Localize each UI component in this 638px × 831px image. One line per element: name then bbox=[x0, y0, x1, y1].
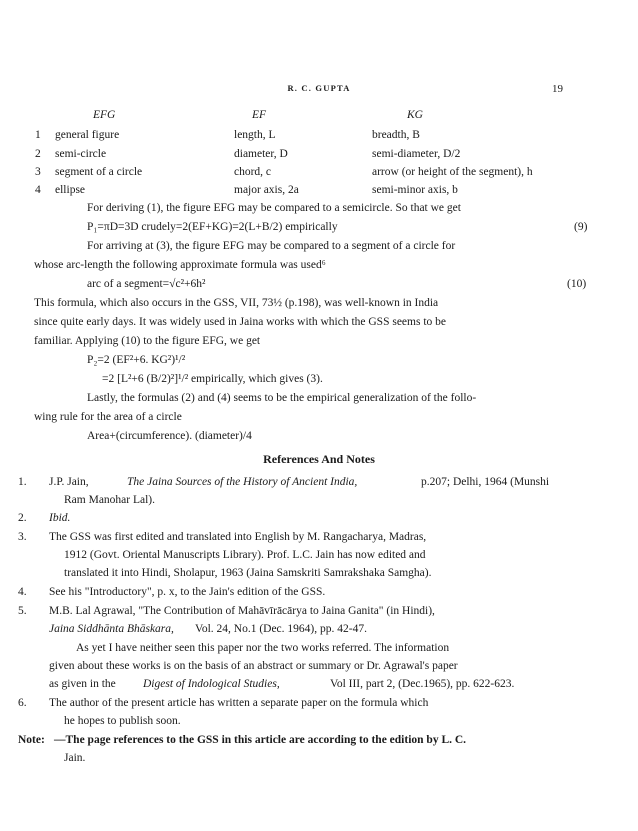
ref-1-details: p.207; Delhi, 1964 (Munshi bbox=[421, 476, 550, 488]
ref-4-text: See his "Introductory", p. x, to the Jain's edition of the GSS. bbox=[49, 586, 326, 598]
ref-3-line-3: translated it into Hindi, Sholapur, 1963 (Jaina Samskriti Samrakshaka Samgha). bbox=[64, 567, 432, 579]
ref-number: 1. bbox=[18, 476, 27, 488]
ref-number: 3. bbox=[18, 531, 27, 543]
ref-number: 5. bbox=[18, 605, 27, 617]
equation-10: arc of a segment=√c²+6h² bbox=[87, 278, 206, 290]
ref-2-text: Ibid. bbox=[49, 512, 71, 524]
row-efg: ellipse bbox=[55, 184, 86, 196]
ref-3-line-1: The GSS was first edited and translated into English by M. Rangacharya, Madras, bbox=[49, 531, 427, 543]
ref-number: 4. bbox=[18, 586, 27, 598]
row-number: 3 bbox=[35, 166, 41, 178]
body-paragraph-4-cont: wing rule for the area of a circle bbox=[34, 411, 182, 423]
note-text: —The page references to the GSS in this article are according to the edition by L. C. bbox=[54, 734, 467, 746]
ref-5-note-3c: Vol III, part 2, (Dec.1965), pp. 622-623. bbox=[330, 678, 515, 690]
body-paragraph-2: For arriving at (3), the figure EFG may be compared to a segment of a circle for bbox=[87, 240, 456, 252]
row-ef: chord, c bbox=[234, 166, 272, 178]
column-header-efg: EFG bbox=[93, 109, 116, 121]
body-paragraph-3-end: familiar. Applying (10) to the figure EFG, we get bbox=[34, 335, 261, 347]
ref-number: 2. bbox=[18, 512, 27, 524]
body-paragraph-4: Lastly, the formulas (2) and (4) seems to be the empirical generalization of the follo- bbox=[87, 392, 477, 404]
equation-12: Area+(circumference). (diameter)/4 bbox=[87, 430, 252, 442]
ref-number: 6. bbox=[18, 697, 27, 709]
row-efg: general figure bbox=[55, 129, 120, 141]
row-kg: arrow (or height of the segment), h bbox=[372, 166, 533, 178]
body-paragraph-1: For deriving (1), the figure EFG may be compared to a semicircle. So that we get bbox=[87, 202, 461, 214]
ref-5-digest: Digest of Indological Studies, bbox=[143, 678, 280, 690]
note-label: Note: bbox=[18, 734, 45, 746]
ref-1-title: The Jaina Sources of the History of Ancient India, bbox=[127, 476, 358, 488]
ref-1-publisher: Ram Manohar Lal). bbox=[64, 494, 156, 506]
row-ef: length, L bbox=[234, 129, 276, 141]
ref-1-author: J.P. Jain, bbox=[49, 476, 89, 488]
row-number: 2 bbox=[35, 148, 41, 160]
equation-11-line-2: =2 [L²+6 (B/2)²]¹/² empirically, which gives (3). bbox=[102, 373, 323, 385]
ref-5-line-1: M.B. Lal Agrawal, "The Contribution of Mahāvīrācārya to Jaina Ganita" (in Hindi), bbox=[49, 605, 435, 617]
equation-9: P₁=πD=3D crudely=2(EF+KG)=2(L+B/2) empirically bbox=[87, 221, 338, 233]
column-header-ef: EF bbox=[252, 109, 267, 121]
ref-5-note-2: given about these works is on the basis of an abstract or summary or Dr. Agrawal's paper bbox=[49, 660, 458, 672]
row-number: 1 bbox=[35, 129, 41, 141]
references-heading: References And Notes bbox=[263, 452, 375, 466]
body-paragraph-3-cont: since quite early days. It was widely used in Jaina works with which the GSS seems to be bbox=[34, 316, 447, 328]
row-kg: semi-diameter, D/2 bbox=[372, 148, 461, 160]
ref-5-note-3a: as given in the bbox=[49, 678, 116, 690]
running-header: R. C. GUPTA bbox=[287, 83, 351, 93]
equation-11-line-1: P₂=2 (EF²+6. KG²)¹/² bbox=[87, 354, 186, 366]
ref-3-line-2: 1912 (Govt. Oriental Manuscripts Library). Prof. L.C. Jain has now edited and bbox=[64, 549, 426, 561]
equation-9-number: (9) bbox=[574, 221, 588, 233]
column-header-kg: KG bbox=[407, 109, 423, 121]
ref-5-journal: Jaina Siddhānta Bhāskara, bbox=[49, 623, 174, 635]
row-kg: breadth, B bbox=[372, 129, 420, 141]
row-number: 4 bbox=[35, 184, 41, 196]
ref-5-details: Vol. 24, No.1 (Dec. 1964), pp. 42-47. bbox=[195, 623, 367, 635]
note-text-cont: Jain. bbox=[64, 752, 86, 764]
row-ef: major axis, 2a bbox=[234, 184, 299, 196]
ref-5-note-1: As yet I have neither seen this paper nor the two works referred. The information bbox=[76, 642, 450, 654]
row-kg: semi-minor axis, b bbox=[372, 184, 458, 196]
row-efg: segment of a circle bbox=[55, 166, 143, 178]
equation-10-number: (10) bbox=[567, 278, 587, 290]
body-paragraph-3: This formula, which also occurs in the GSS, VII, 73½ (p.198), was well-known in India bbox=[34, 297, 439, 309]
ref-6-line-1: The author of the present article has written a separate paper on the formula which bbox=[49, 697, 429, 709]
body-paragraph-2-cont: whose arc-length the following approximate formula was used⁶ bbox=[34, 259, 326, 271]
row-ef: diameter, D bbox=[234, 148, 288, 160]
row-efg: semi-circle bbox=[55, 148, 107, 160]
ref-6-line-2: he hopes to publish soon. bbox=[64, 715, 181, 727]
page-number: 19 bbox=[552, 83, 563, 95]
